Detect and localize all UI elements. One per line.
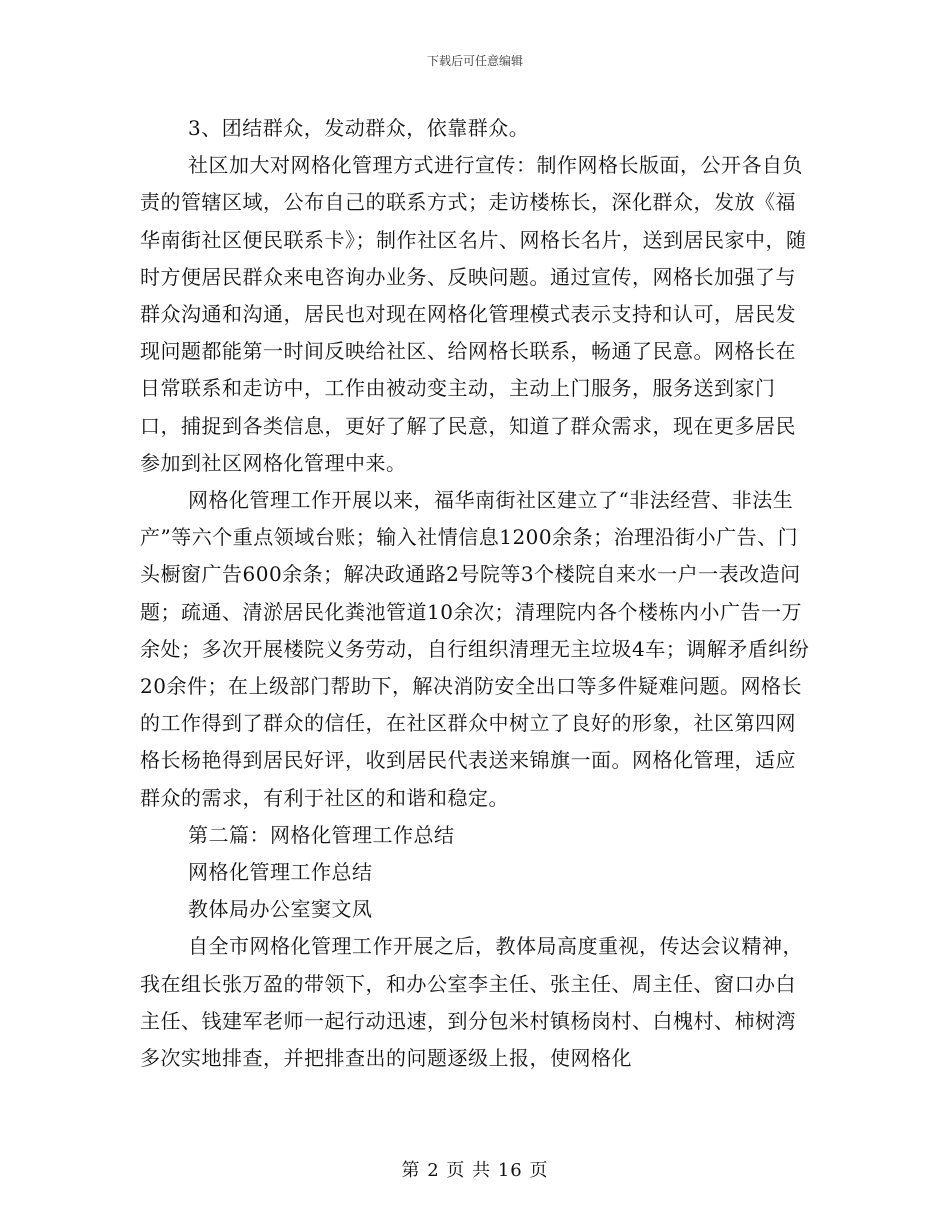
page-number: 第 2 页 共 16 页 <box>401 1160 549 1181</box>
article-author: 教体局办公室窦文凤 <box>188 897 373 922</box>
paragraph-publicity: 社区加大对网格化管理方式进行宣传：制作网格长版面，公开各自负责的管辖区域，公布自己的联系方式；走访楼栋长，深化群众，发放《福华南街社区便民联系卡》；制作社区名片、网格长名片，送到居民家中，随时方便居民群众来电咨询办业务、反映问题。通过宣传，网格长加强了与群众沟通和沟通，居民也对现在网格化管理模式表示支持和认可，居民发现问题都能第一时间反映给社区、给网格长联系，畅通了民意。网格长在日常联系和走访中，工作由被动变主动，主动上门服务，服务送到家门口，捕捉到各类信息，更好了解了民意，知道了群众需求，现在更多居民参加到社区网格化管理中来。 <box>140 153 807 475</box>
document-body <box>140 110 810 1077</box>
paragraph-intro: 自全市网格化管理工作开展之后，教体局高度重视，传达会议精神，我在组长张万盈的带领下，和办公室李主任、张主任、周主任、窗口办白主任、钱建军老师一起行动迅速，到分包米村镇杨岗村、白槐村、柿树湾多次实地排查，并把排查出的问题逐级上报，使网格化 <box>140 934 803 1071</box>
section-heading: 第二篇：网格化管理工作总结 <box>188 822 455 847</box>
article-title: 网格化管理工作总结 <box>188 860 373 885</box>
page-header: 下载后可任意编辑 <box>426 54 523 68</box>
paragraph-item-3: 3、团结群众，发动群众，依靠群众。 <box>188 116 530 140</box>
paragraph-achievements: 网格化管理工作开展以来，福华南街社区建立了“非法经营、非法生产”等六个重点领域台账；输入社情信息1200余条；治理沿街小广告、门头橱窗广告600余条；解决政通路2号院等3个楼院自来水一户一表改造问题；疏通、清淤居民化粪池管道10余次；清理院内各个楼栋内小广告一万余处；多次开展楼院义务劳动，自行组织清理无主垃圾4车；调解矛盾纠纷20余件；在上级部门帮助下，解决消防安全出口等多件疑难问题。网格长的工作得到了群众的信任，在社区群众中树立了良好的形象，社区第四网格长杨艳得到居民好评，收到居民代表送来锦旗一面。网格化管理，适应群众的需求，有利于社区的和谐和稳定。 <box>140 488 810 810</box>
